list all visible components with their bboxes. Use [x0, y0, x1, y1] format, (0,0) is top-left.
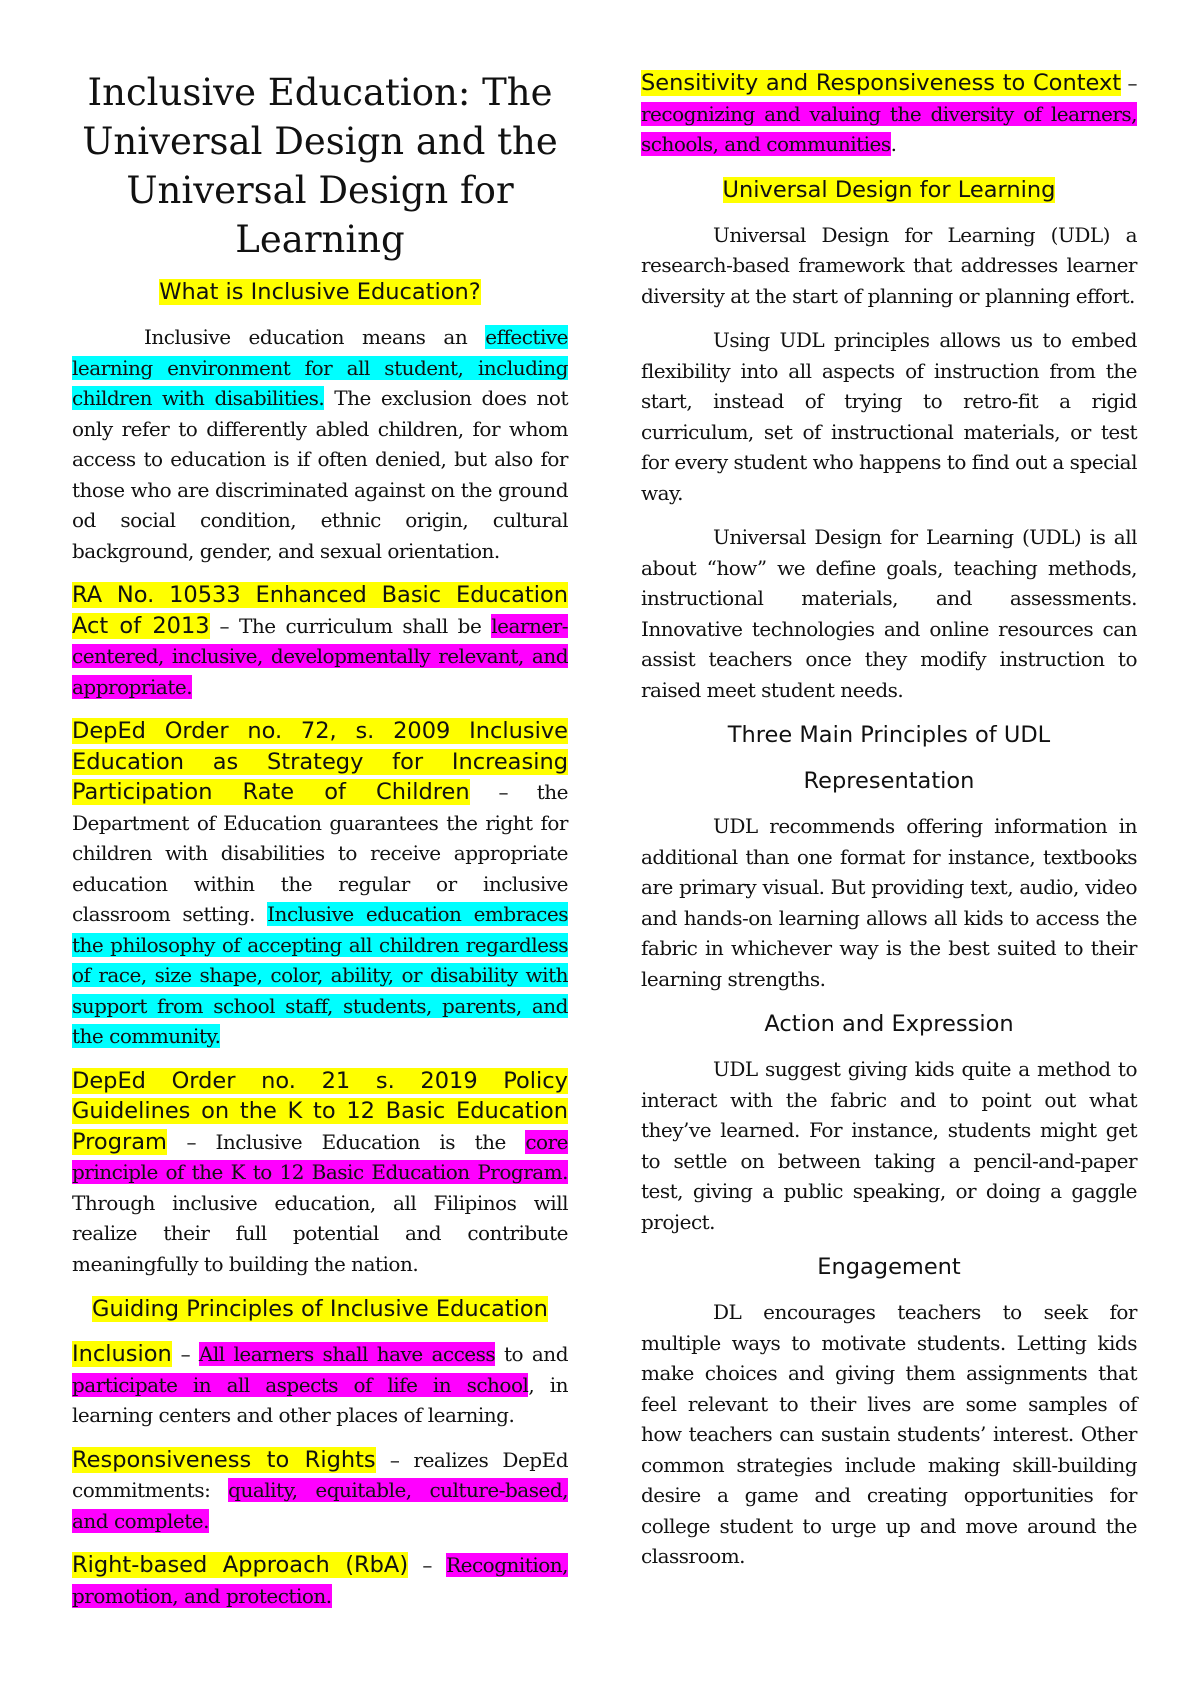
highlight-magenta: core principle of the K to 12 Basic Education Program. — [72, 1129, 568, 1184]
right-column — [641, 68, 1137, 1586]
highlight-magenta: All learners shall have access — [198, 1342, 496, 1366]
paragraph-inclusion: Inclusion – All learners shall have access to and participate in all aspects of life in school, in learning centers and other places of learning. — [72, 1341, 568, 1427]
heading-guiding-principles: Guiding Principles of Inclusive Education — [92, 1296, 548, 1322]
paragraph-representation: UDL recommends offering information in additional than one format for instance, textbooks are primary visual. But providing text, audio, video and hands-on learning allows all kids to access the fabric in whichever way is the best suited to their learning strengths. — [641, 814, 1137, 991]
highlight-magenta: learner-centered, inclusive, developmentally relevant, and appropriate. — [72, 613, 568, 699]
paragraph-deped-order-72: DepEd Order no. 72, s. 2009 Inclusive Education as Strategy for Increasing Participation Rate of Children – the Department of Education guarantees the right for children with disabilities to receive appropriate education within the regular or inclusive classroom setting. Inclusive education embraces the philosophy of accepting all children regardless of race, size shape, color, ability, or disability with support from school staff, students, parents, and the community. — [72, 718, 569, 1048]
heading-what-is-inclusive-education: What is Inclusive Education? — [159, 279, 481, 305]
highlight-magenta: participate in all aspects of life in school — [72, 1372, 529, 1397]
section-title-responsiveness-to-rights: Responsiveness to Rights — [72, 1446, 376, 1473]
section-title-ra-10533: RA No. 10533 Enhanced Basic Education Act of 2013 — [72, 582, 568, 639]
section-title-deped-order-21: DepEd Order no. 21 s. 2019 Policy Guidelines on the K to 12 Basic Education Program — [72, 1067, 568, 1155]
section-title-sensitivity-to-context: Sensitivity and Responsiveness to Context — [641, 70, 1122, 96]
paragraph-udl-flexibility: Using UDL principles allows us to embed flexibility into all aspects of instruction from the start, instead of trying to retro-fit a rigid curriculum, set of instructional materials, or test for every student who happens to find out a special way. — [641, 328, 1137, 505]
section-title-deped-order-72: DepEd Order no. 72, s. 2009 Inclusive Education as Strategy for Increasing Participation Rate of Children — [72, 718, 568, 805]
heading-engagement: Engagement — [817, 1254, 961, 1280]
paragraph-inclusive-definition: Inclusive education means an effective learning environment for all student, including children with disabilities. The exclusion does not only refer to differently abled children, for whom access to education is if often denied, but also for those who are discriminated against on the ground od social condition, ethnic origin, cultural background, gender, and sexual orientation. — [72, 325, 568, 563]
section-title-right-based-approach: Right-based Approach (RbA) — [72, 1552, 409, 1578]
heading-action-and-expression: Action and Expression — [764, 1011, 1014, 1037]
highlight-cyan: Inclusive education embraces the philosophy of accepting all children regardless of race, size shape, color, ability, or disability with support from school staff, students, parents, and the community. — [72, 902, 568, 1048]
paragraph-right-based-approach: Right-based Approach (RbA) – Recognition, promotion, and protection. — [72, 1552, 568, 1608]
paragraph-deped-order-21: DepEd Order no. 21 s. 2019 Policy Guidelines on the K to 12 Basic Education Program – Inclusive Education is the core principle of the K to 12 Basic Education Program. Through inclusive education, all Filipinos will realize their full potential and contribute meaningfully to building the nation. — [72, 1067, 568, 1276]
paragraph-udl-how: Universal Design for Learning (UDL) is all about “how” we define goals, teaching methods, instructional materials, and assessments. Innovative technologies and online resources can assist teachers once they modify instruction to raised meet student needs. — [641, 525, 1137, 702]
highlight-magenta: quality, equitable, culture-based, and complete. — [72, 1478, 568, 1533]
paragraph-sensitivity-to-context: Sensitivity and Responsiveness to Context – recognizing and valuing the diversity of learners, schools, and communities. — [641, 70, 1137, 156]
paragraph-action-and-expression: UDL suggest giving kids quite a method to interact with the fabric and to point out what they’ve learned. For instance, students might get to settle on between taking a pencil-and-paper test, giving a public speaking, or doing a gaggle project. — [641, 1057, 1137, 1234]
heading-representation: Representation — [803, 768, 975, 794]
highlight-magenta: Recognition, promotion, and protection. — [72, 1553, 568, 1608]
heading-universal-design-for-learning: Universal Design for Learning — [722, 176, 1056, 203]
paragraph-ra-10533: RA No. 10533 Enhanced Basic Education Act of 2013 – The curriculum shall be learner-centered, inclusive, developmentally relevant, and appropriate. — [72, 582, 568, 699]
section-title-inclusion: Inclusion — [72, 1341, 172, 1367]
paragraph-engagement: DL encourages teachers to seek for multiple ways to motivate students. Letting kids make choices and giving them assignments that feel relevant to their lives are some samples of how teachers can sustain students’ interest. Other common strategies include making skill-building desire a game and creating opportunities for college student to urge up and move around the classroom. — [641, 1300, 1137, 1568]
highlight-cyan: effective learning environment for all student, including children with disabilities. — [72, 325, 568, 410]
left-column — [72, 68, 568, 1625]
paragraph-responsiveness-to-rights: Responsiveness to Rights – realizes DepEd commitments: quality, equitable, culture-based, and complete. — [72, 1446, 568, 1533]
highlight-magenta: recognizing and valuing the diversity of learners, schools, and communities — [641, 101, 1137, 156]
heading-three-main-principles: Three Main Principles of UDL — [727, 722, 1051, 748]
paragraph-udl-definition: Universal Design for Learning (UDL) a research-based framework that addresses learner diversity at the start of planning or planning effort. — [641, 222, 1137, 308]
document-title: Inclusive Education: The Universal Design and the Universal Design for Learning — [82, 71, 558, 261]
